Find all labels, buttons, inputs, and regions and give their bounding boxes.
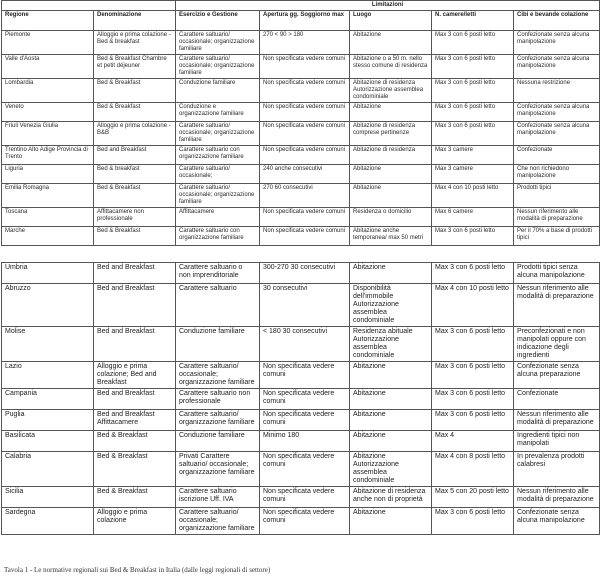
table-cell: Max 3 con 6 posti letto (432, 79, 514, 103)
table-row (2, 410, 600, 431)
table-cell: Abitazione (350, 362, 432, 389)
table-cell: Non specificata vedere comuni (260, 452, 350, 487)
table-cell: Abitazione (350, 410, 432, 431)
table-cell: Max 3 camere (432, 146, 514, 165)
table-cell: Max 5 con 20 posti letto (432, 487, 514, 508)
table-cell: Marche (2, 227, 94, 246)
table-cell: Che non richiedono manipolazione (514, 165, 600, 184)
table-cell: Per il 70% a base di prodotti tipici (514, 227, 600, 246)
table-cell: Non specificata vedere comuni (260, 208, 350, 227)
table-cell: Conduzione familiare (176, 431, 260, 452)
table-row (2, 184, 600, 208)
table-cell: Non specificata vedere comuni (260, 508, 350, 535)
table-cell: Confezionate (514, 389, 600, 410)
table-cell: Residenza o domicilio (350, 208, 432, 227)
table-cell: Bed & Breakfast (94, 79, 176, 103)
table-cell: Non specificata vedere comuni (260, 227, 350, 246)
table-cell: Bed and Breakfast Affittacamere (94, 410, 176, 431)
table-cell: Nessun riferimento alle modalità di preparazione (514, 410, 600, 431)
table-cell: Nessun riferimento alle modalità di preparazione (514, 487, 600, 508)
table-cell: Abitazione Autorizzazione assemblea condominiale (350, 452, 432, 487)
table-cell: Confezionate senza alcuna manipolazione (514, 122, 600, 146)
table-cell: Abruzzo (2, 284, 94, 327)
table-cell: Campania (2, 389, 94, 410)
table-cell: Max 6 camere (432, 208, 514, 227)
table-cell: Confezionate senza alcuna manipolazione (514, 31, 600, 55)
table-cell: Non specificata vedere comuni (260, 362, 350, 389)
table-cell: Abitazione (350, 165, 432, 184)
table-cell: Alloggio e prima colazione (94, 508, 176, 535)
table-cell: Affittacamere (176, 208, 260, 227)
table-cell: Abitazione (350, 508, 432, 535)
table-cell: Privati Carattere saltuario/ occasionale; organizzazione familiare (176, 452, 260, 487)
table-cell: Affittacamere non professionale (94, 208, 176, 227)
table-cell: Non specificata vedere comuni (260, 487, 350, 508)
table-caption: Tavola 1 - Le normative regionali sui Bed & Breakfast in Italia (dalle leggi regionali di settore) (4, 566, 271, 574)
table-cell: 270 < 90 > 180 (260, 31, 350, 55)
table-cell: Bed & breakfast (94, 165, 176, 184)
table-cell: Max 3 con 6 posti letto (432, 227, 514, 246)
table-cell: Carattere saltuario/ occasionale; organizzazione familiare (176, 55, 260, 79)
table-cell: Veneto (2, 103, 94, 122)
table-cell: Basilicata (2, 431, 94, 452)
col-header-apertura: Apertura gg. Soggiorno max (260, 11, 350, 31)
table-cell: Bed & Breakfast (94, 103, 176, 122)
table-row (2, 208, 600, 227)
table-cell: Preconfezionati e non manipolati oppure con indicazione degli ingredienti (514, 327, 600, 362)
table-cell: Abitazione (350, 103, 432, 122)
table-cell: Carattere saltuario/ occasionale; organizzazione familiare (176, 508, 260, 535)
table-cell: Conduzione e organizzazione familiare (176, 103, 260, 122)
table-cell: 300-270 30 consecutivi (260, 263, 350, 284)
table-cell: Carattere saltuario o non imprenditoriale (176, 263, 260, 284)
table-cell: Carattere saltuario/ occasionale; organizzazione familiare (176, 184, 260, 208)
table-cell: Emilia Romagna (2, 184, 94, 208)
table-cell: Lazio (2, 362, 94, 389)
table-cell: Bed & Breakfast (94, 184, 176, 208)
table-cell: Alloggio e prima colazione - Bed & breakfast (94, 31, 176, 55)
table-cell: Max 4 (432, 431, 514, 452)
table-cell: Valle d'Aosta (2, 55, 94, 79)
table-cell: Puglia (2, 410, 94, 431)
table-cell: Max 3 con 6 posti letto (432, 103, 514, 122)
table-cell: Carattere saltuario/ occasionale; organizzazione familiare (176, 122, 260, 146)
table-cell: Max 3 con 6 posti letto (432, 410, 514, 431)
limitations-title: Limitazioni (176, 1, 600, 11)
table-cell: Sicilia (2, 487, 94, 508)
table-cell: Max 4 con 10 posti letto (432, 184, 514, 208)
table-row (2, 452, 600, 487)
table-cell: Bed & Breakfast (94, 227, 176, 246)
table-cell: Toscana (2, 208, 94, 227)
table-cell: Confezionate (514, 146, 600, 165)
table-cell: Prodotti tipici (514, 184, 600, 208)
table-cell: Prodotti tipici senza alcuna manipolazione (514, 263, 600, 284)
table-cell: 240 anche consecutivi (260, 165, 350, 184)
table-cell: Molise (2, 327, 94, 362)
table-cell: Abitazione di residenza comprese pertinenze (350, 122, 432, 146)
table-cell: Carattere saltuario con organizzazione familiare (176, 146, 260, 165)
table-cell: Bed and Breakfast (94, 146, 176, 165)
table-cell: Liguria (2, 165, 94, 184)
table-cell: Nessun riferimento alle modalità di preparazione (514, 284, 600, 327)
table-cell: Abitazione (350, 431, 432, 452)
table-cell: Umbria (2, 263, 94, 284)
table-row (2, 431, 600, 452)
table-cell: Carattere saltuario/ organizzazione familiare (176, 410, 260, 431)
table-cell: Non specificata vedere comuni (260, 103, 350, 122)
table-cell: Non specificata vedere comuni (260, 79, 350, 103)
table-cell: Alloggio e prima colazione; Bed and Breakfast (94, 362, 176, 389)
table-cell: Bed & Breakfast (94, 452, 176, 487)
table-cell: Abitazione (350, 263, 432, 284)
table-cell: Ingredienti tipici non manipolati (514, 431, 600, 452)
table-cell: Bed & Breakfast Chambre et petit déjeuner (94, 55, 176, 79)
table-cell: Bed and Breakfast (94, 389, 176, 410)
col-header-luogo: Luogo (350, 11, 432, 31)
table-row (2, 146, 600, 165)
table-cell: Non specificata vedere comuni (260, 389, 350, 410)
table-cell: Carattere saltuario/ occasionale; organizzazione familiare (176, 362, 260, 389)
table-cell: Abitazione di residenza Autorizzazione assemblea condominiale (350, 79, 432, 103)
table-cell: Max 3 con 6 posti letto (432, 508, 514, 535)
table-cell: Bed & Breakfast (94, 487, 176, 508)
table-cell: Max 3 con 6 posti letto (432, 263, 514, 284)
table-cell: Abitazione o a 50 m. nello stesso comune di residenza (350, 55, 432, 79)
table-cell: 270 60 consecutivi (260, 184, 350, 208)
table-cell: Calabria (2, 452, 94, 487)
table-cell: Alloggio e prima colazione - B&B (94, 122, 176, 146)
col-header-esercizio: Esercizio e Gestione (176, 11, 260, 31)
table-cell: Bed & Breakfast (94, 431, 176, 452)
table-row (2, 165, 600, 184)
table-row (2, 227, 600, 246)
table-cell: Max 4 con 8 posti letto (432, 452, 514, 487)
table-cell: Minimo 180 (260, 431, 350, 452)
table-row (2, 487, 600, 508)
table-cell: Carattere saltuario (176, 284, 260, 327)
table-cell: Confezionate senza alcuna manipolazione (514, 55, 600, 79)
table-cell: Conduzione familiare (176, 327, 260, 362)
col-header-cibi: Cibi e bevande colazione (514, 11, 600, 31)
table-row (2, 263, 600, 284)
table-cell: Conduzione familiare (176, 79, 260, 103)
table-cell: Abitazione di residenza anche non di proprietà (350, 487, 432, 508)
table-cell: In prevalenza prodotti calabresi (514, 452, 600, 487)
table-cell: 30 consecutivi (260, 284, 350, 327)
table-cell: < 180 30 consecutivi (260, 327, 350, 362)
table-row (2, 79, 600, 103)
regulations-table-bottom (1, 262, 600, 535)
regulations-table-top (1, 0, 600, 246)
table-cell: Carattere saltuario/ occasionale; (176, 165, 260, 184)
table-cell: Abitazione anche temporanea/ max 50 metri (350, 227, 432, 246)
table-cell: Abitazione (350, 31, 432, 55)
column-header-row (2, 11, 600, 31)
table-cell: Abitazione di residenza (350, 146, 432, 165)
table-cell: Trentino Alto Adige Provincia di Trento (2, 146, 94, 165)
table-cell: Residenza abituale Autorizzazione assemblea condominiale (350, 327, 432, 362)
table-cell: Confezionate senza alcuna manipolazione (514, 103, 600, 122)
table-cell: Confezionate senza alcuna manipolazione (514, 508, 600, 535)
table-row (2, 122, 600, 146)
table-row (2, 327, 600, 362)
table-cell: Sardegna (2, 508, 94, 535)
table-cell: Max 3 con 6 posti letto (432, 389, 514, 410)
table-cell: Piemonte (2, 31, 94, 55)
table-row (2, 284, 600, 327)
table-cell: Max 3 con 6 posti letto (432, 55, 514, 79)
table-cell: Max 3 con 6 posti letto (432, 362, 514, 389)
table-cell: Confezionate senza alcuna preparazione (514, 362, 600, 389)
col-header-regione: Regione (2, 11, 94, 31)
table-row (2, 103, 600, 122)
table-cell: Nessuna restrizione (514, 79, 600, 103)
header-spacer (2, 1, 176, 11)
table-cell: Abitazione (350, 389, 432, 410)
table-cell: Non specificata vedere comuni (260, 55, 350, 79)
table-cell: Carattere saltuario con organizzazione familiare (176, 227, 260, 246)
table-cell: Max 4 con 10 posti letto (432, 284, 514, 327)
table-row (2, 508, 600, 535)
table-cell: Max 3 con 6 posti letto (432, 122, 514, 146)
col-header-camere: N. camere/letti (432, 11, 514, 31)
table-cell: Lombardia (2, 79, 94, 103)
table-cell: Carattere saltuario non professionale (176, 389, 260, 410)
table-cell: Non specificata vedere comuni (260, 146, 350, 165)
table-cell: Max 3 con 6 posti letto (432, 31, 514, 55)
table-cell: Max 3 camere (432, 165, 514, 184)
table-cell: Carattere saltuario/ occasionale; organizzazione familiare (176, 31, 260, 55)
table-cell: Max 3 con 6 posti letto (432, 327, 514, 362)
table-cell: Friuli Venezia Giulia (2, 122, 94, 146)
table-row (2, 362, 600, 389)
col-header-denominazione: Denominazione (94, 11, 176, 31)
page-gap (0, 246, 600, 262)
table-row (2, 55, 600, 79)
table-cell: Bed and Breakfast (94, 327, 176, 362)
table-cell: Non specificata vedere comuni (260, 410, 350, 431)
table-cell: Nessun riferimento alle modalità di preparazione (514, 208, 600, 227)
table-cell: Abitazione (350, 184, 432, 208)
table-cell: Bed and Breakfast (94, 284, 176, 327)
table-row (2, 389, 600, 410)
table-cell: Bed and Breakfast (94, 263, 176, 284)
table-row (2, 31, 600, 55)
table-cell: Disponibilità dell'immobile Autorizzazione assemblea condominiale (350, 284, 432, 327)
table-cell: Carattere saltuario iscrizione Uff. IVA (176, 487, 260, 508)
table-cell: Non specificata vedere comuni (260, 122, 350, 146)
